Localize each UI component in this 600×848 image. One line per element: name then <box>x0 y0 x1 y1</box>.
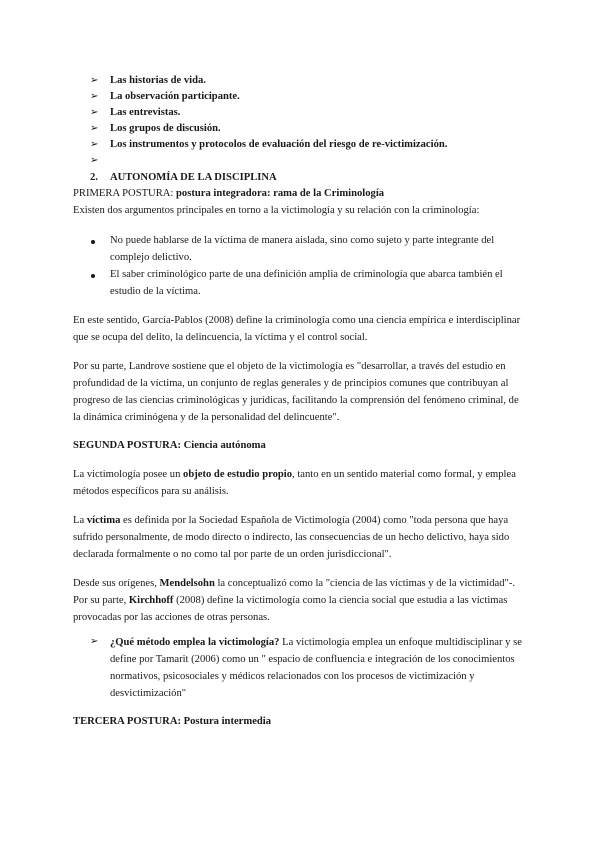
arrow-bullet-icon: ➢ <box>90 636 99 647</box>
first-position-title: postura integradora: rama de la Criminología <box>176 188 385 199</box>
paragraph-line: la dinámica criminógena y de la personalidad del delincuente". <box>73 412 340 423</box>
paragraph-line: profundidad de la víctima, un conjunto de reglas generales y de principios comunes que contribuyan al <box>73 378 509 389</box>
paragraph-line: sufrido personalmente, de modo directo o indirecto, las consecuencias de un hecho delictivo, haya sido <box>73 532 510 543</box>
bullet-icon <box>91 240 95 244</box>
list-item: Los grupos de discusión. <box>110 123 221 134</box>
arrow-bullet-icon: ➢ <box>90 91 99 102</box>
bullet-line: estudio de la víctima. <box>110 286 201 297</box>
section-title: AUTONOMÍA DE LA DISCIPLINA <box>110 172 277 183</box>
paragraph-line: Desde sus orígenes, Mendelsohn la conceptualizó como la "ciencia de las víctimas y de la victimidad"-. <box>73 578 516 589</box>
paragraph-line: provocadas por las acciones de otras personas. <box>73 612 270 623</box>
section-number: 2. <box>90 172 98 183</box>
paragraph-line: La víctima es definida por la Sociedad Española de Victimología (2004) como "toda persona que haya <box>73 515 509 526</box>
paragraph-line: La victimología posee un objeto de estudio propio, tanto en un sentido material como formal, y emplea <box>73 469 516 480</box>
paragraph-line: Por su parte, Kirchhoff (2008) define la victimología como la ciencia social que estudia a las víctimas <box>73 595 508 606</box>
paragraph-line: desvictimización" <box>110 688 187 699</box>
list-item: La observación participante. <box>110 91 240 102</box>
list-item: Los instrumentos y protocolos de evaluación del riesgo de re-victimización. <box>110 139 448 150</box>
paragraph-line: que se ocupa del delito, la delincuencia, la víctima y el control social. <box>73 332 368 343</box>
paragraph-line: normativos, psicosociales y médicos relacionados con los procesos de victimización y <box>110 671 475 682</box>
list-item: Las historias de vida. <box>110 75 206 86</box>
paragraph-line: métodos específicos para su análisis. <box>73 486 229 497</box>
bullet-icon <box>91 274 95 278</box>
paragraph-line: Por su parte, Landrove sostiene que el objeto de la victimología es "desarrollar, a través del estudio en <box>73 361 506 372</box>
paragraph-line: En este sentido, García-Pablos (2008) define la criminología como una ciencia empírica e interdisciplinar <box>73 315 521 326</box>
paragraph-line: declarada formalmente o no como tal por parte de un orden jurisdiccional". <box>73 549 392 560</box>
arrow-bullet-icon: ➢ <box>90 107 99 118</box>
first-position-intro: Existen dos argumentos principales en torno a la victimología y su relación con la criminología: <box>73 205 480 216</box>
bullet-line: complejo delictivo. <box>110 252 192 263</box>
arrow-bullet-icon: ➢ <box>90 155 99 166</box>
first-position-heading <box>73 187 384 201</box>
paragraph-line: progreso de las ciencias criminológicas y jurídicas, facilitando la comprensión del fenómeno criminal, de <box>73 395 519 406</box>
arrow-bullet-icon: ➢ <box>90 139 99 150</box>
second-position-heading: SEGUNDA POSTURA: Ciencia autónoma <box>73 440 266 451</box>
paragraph-line: define por Tamarit (2006) como un " espacio de confluencia e integración de los conocimientos <box>110 654 515 665</box>
bullet-line: No puede hablarse de la víctima de manera aislada, sino como sujeto y parte integrante del <box>110 235 495 246</box>
third-position-heading: TERCERA POSTURA: Postura intermedia <box>73 716 272 727</box>
bullet-line: El saber criminológico parte de una definición amplia de criminología que abarca también el <box>110 269 503 280</box>
arrow-bullet-icon: ➢ <box>90 75 99 86</box>
arrow-bullet-icon: ➢ <box>90 123 99 134</box>
list-item: Las entrevistas. <box>110 107 181 118</box>
first-position-label: PRIMERA POSTURA: <box>73 188 174 199</box>
paragraph-line: ¿Qué método emplea la victimología? La victimología emplea un enfoque multidisciplinar y se <box>110 637 522 648</box>
